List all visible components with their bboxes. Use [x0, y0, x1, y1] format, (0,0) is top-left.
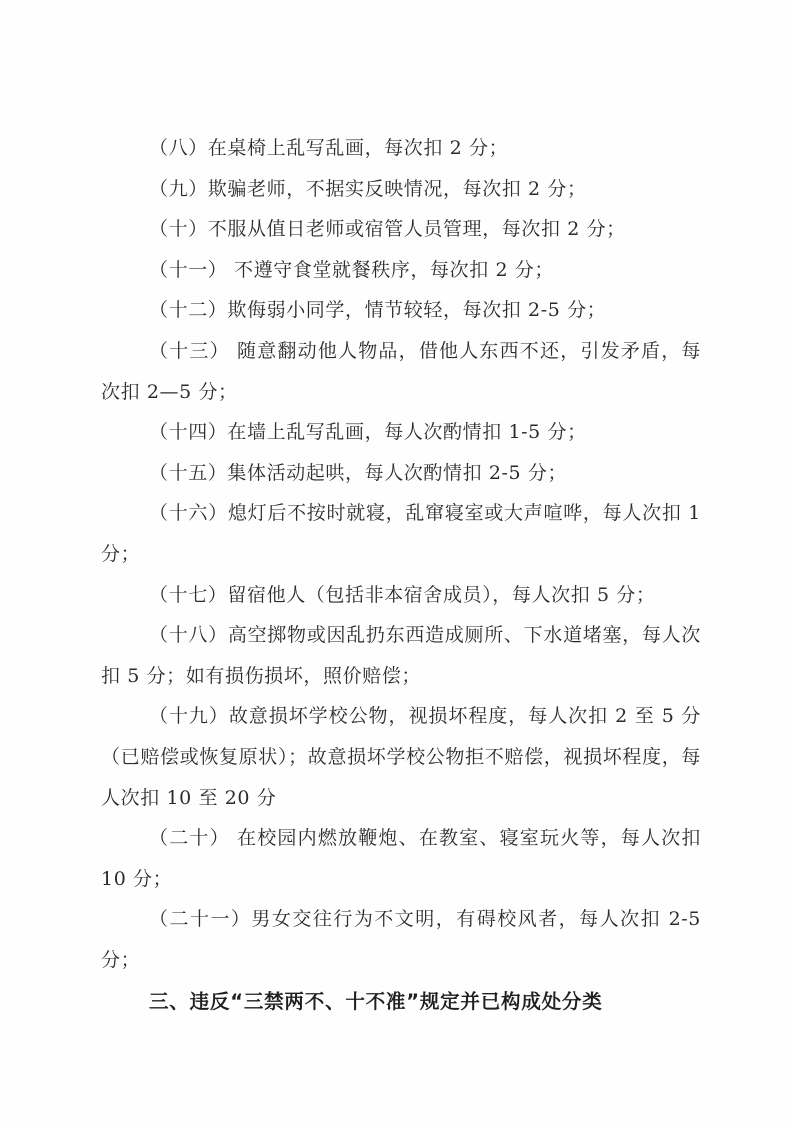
rule-item-19: （十九）故意损坏学校公物，视损坏程度，每人次扣 2 至 5 分（已赔偿或恢复原状）；故意损坏学校公物拒不赔偿，视损坏程度，每人次扣 10 至 20 分: [101, 705, 701, 809]
rule-item-14: （十四）在墙上乱写乱画，每人次酌情扣 1-5 分；: [149, 421, 587, 444]
rule-item-10: （十）不服从值日老师或宿管人员管理，每次扣 2 分；: [149, 218, 626, 241]
document-body: [101, 128, 701, 1023]
rule-item-20: （二十） 在校园内燃放鞭炮、在教室、寝室玩火等，每人次扣 10 分；: [101, 827, 701, 890]
rule-item-17: （十七）留宿他人（包括非本宿舍成员），每人次扣 5 分；: [149, 583, 656, 606]
rule-item-9: （九）欺骗老师，不据实反映情况，每次扣 2 分；: [149, 177, 587, 200]
section-heading: 三、违反“三禁两不、十不准”规定并已构成处分类: [149, 990, 603, 1014]
rule-item-18: （十八）高空掷物或因乱扔东西造成厕所、下水道堵塞，每人次扣 5 分；如有损伤损坏，照价赔偿；: [101, 624, 701, 687]
rule-item-15: （十五）集体活动起哄，每人次酌情扣 2-5 分；: [149, 461, 568, 484]
rule-item-13: （十三） 随意翻动他人物品，借他人东西不还，引发矛盾，每次扣 2—5 分；: [101, 339, 701, 403]
rule-item-21: （二十一）男女交往行为不文明，有碍校风者，每人次扣 2-5 分；: [101, 908, 701, 971]
rule-item-12: （十二）欺侮弱小同学，情节较轻，每次扣 2-5 分；: [149, 299, 607, 322]
rule-item-11: （十一） 不遵守食堂就餐秩序，每次扣 2 分；: [149, 258, 555, 281]
rule-item-16: （十六）熄灯后不按时就寝，乱窜寝室或大声喧哗，每人次扣 1 分；: [101, 502, 701, 565]
rule-item-8: （八）在桌椅上乱写乱画，每次扣 2 分；: [149, 137, 509, 159]
